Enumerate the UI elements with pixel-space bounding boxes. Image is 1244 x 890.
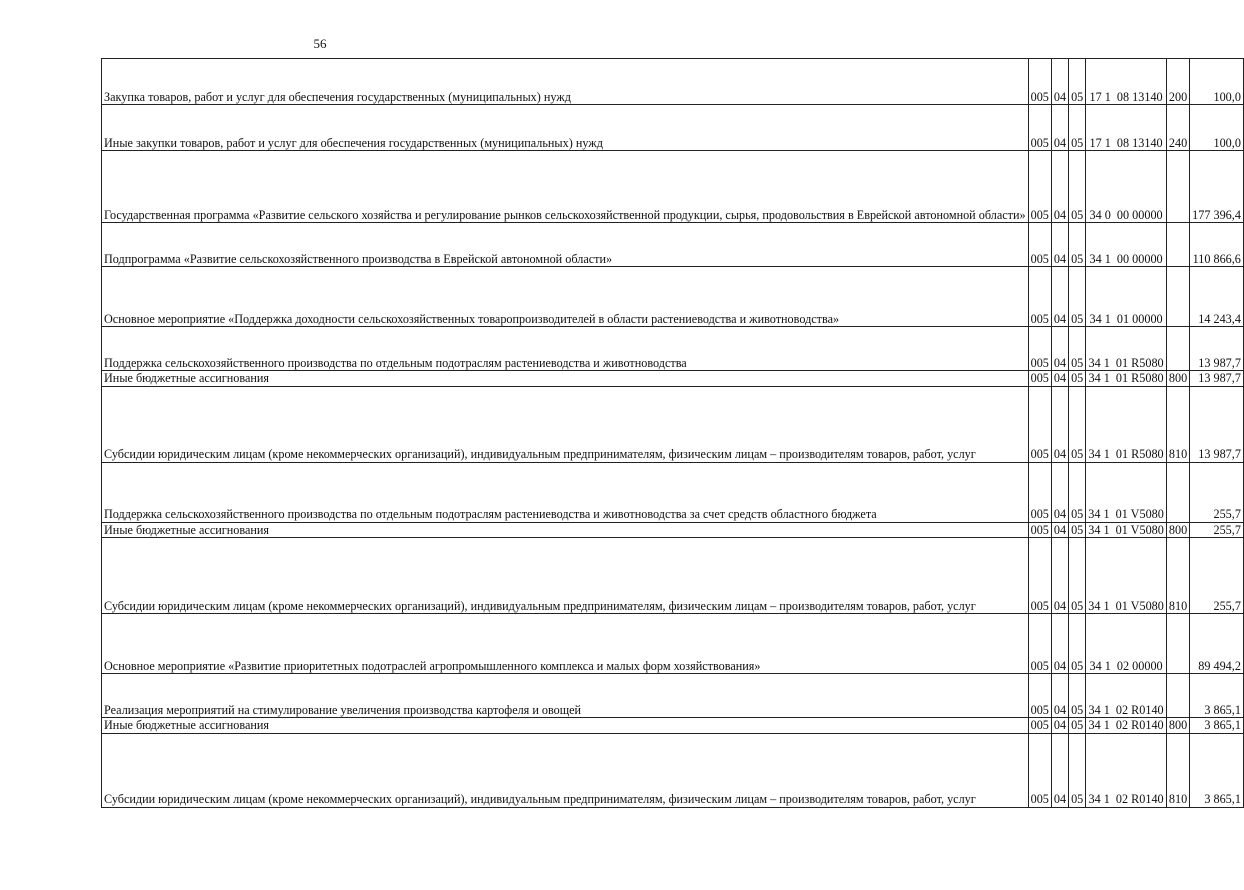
row-target-article-cell: 34 1 01 00000 bbox=[1086, 267, 1167, 327]
row-subsection-cell: 05 bbox=[1069, 371, 1086, 387]
row-grbs-cell: 005 bbox=[1028, 462, 1051, 522]
row-target-article-cell: 34 1 02 R0140 bbox=[1086, 718, 1167, 734]
row-expense-type-cell bbox=[1166, 614, 1189, 674]
row-target-article-cell: 17 1 08 13140 bbox=[1086, 59, 1167, 105]
row-subsection-cell: 05 bbox=[1069, 614, 1086, 674]
row-grbs-cell: 005 bbox=[1028, 105, 1051, 151]
row-sum-cell: 13 987,7 bbox=[1190, 386, 1244, 462]
row-name-cell: Основное мероприятие «Развитие приоритетных подотраслей агропромышленного комплекса и малых форм хозяйствования» bbox=[102, 614, 1029, 674]
row-target-article-cell: 34 1 02 R0140 bbox=[1086, 733, 1167, 807]
row-name-cell: Субсидии юридическим лицам (кроме некоммерческих организаций), индивидуальным предпринимателям, физическим лицам – производителям товаров, работ, услуг bbox=[102, 386, 1029, 462]
row-name-cell: Иные бюджетные ассигнования bbox=[102, 371, 1029, 387]
row-name-cell: Реализация мероприятий на стимулирование увеличения производства картофеля и овощей bbox=[102, 674, 1029, 718]
row-expense-type-cell: 810 bbox=[1166, 733, 1189, 807]
row-sum-cell: 3 865,1 bbox=[1190, 733, 1244, 807]
row-section-cell: 04 bbox=[1051, 733, 1068, 807]
page-number: 56 bbox=[313, 36, 327, 51]
row-subsection-cell: 05 bbox=[1069, 538, 1086, 614]
row-grbs-cell: 005 bbox=[1028, 223, 1051, 267]
row-target-article-cell: 34 1 00 00000 bbox=[1086, 223, 1167, 267]
row-expense-type-cell: 810 bbox=[1166, 386, 1189, 462]
row-grbs-cell: 005 bbox=[1028, 386, 1051, 462]
row-section-cell: 04 bbox=[1051, 223, 1068, 267]
row-target-article-cell: 34 1 01 V5080 bbox=[1086, 538, 1167, 614]
table-row bbox=[102, 733, 1244, 807]
row-section-cell: 04 bbox=[1051, 614, 1068, 674]
row-target-article-cell: 34 1 01 R5080 bbox=[1086, 386, 1167, 462]
table-row bbox=[102, 59, 1244, 105]
row-sum-cell: 100,0 bbox=[1190, 59, 1244, 105]
table-row bbox=[102, 151, 1244, 223]
row-subsection-cell: 05 bbox=[1069, 733, 1086, 807]
row-grbs-cell: 005 bbox=[1028, 538, 1051, 614]
table-row bbox=[102, 223, 1244, 267]
table-row bbox=[102, 674, 1244, 718]
row-subsection-cell: 05 bbox=[1069, 223, 1086, 267]
row-name-cell: Поддержка сельскохозяйственного производства по отдельным подотраслям растениеводства и животноводства за счет средств областного бюджета bbox=[102, 462, 1029, 522]
table-body bbox=[102, 59, 1244, 808]
table-row bbox=[102, 371, 1244, 387]
row-expense-type-cell: 240 bbox=[1166, 105, 1189, 151]
row-grbs-cell: 005 bbox=[1028, 733, 1051, 807]
table-row bbox=[102, 105, 1244, 151]
row-expense-type-cell: 800 bbox=[1166, 522, 1189, 538]
row-sum-cell: 177 396,4 bbox=[1190, 151, 1244, 223]
row-grbs-cell: 005 bbox=[1028, 59, 1051, 105]
row-subsection-cell: 05 bbox=[1069, 386, 1086, 462]
row-section-cell: 04 bbox=[1051, 371, 1068, 387]
row-sum-cell: 14 243,4 bbox=[1190, 267, 1244, 327]
row-section-cell: 04 bbox=[1051, 522, 1068, 538]
row-grbs-cell: 005 bbox=[1028, 327, 1051, 371]
row-section-cell: 04 bbox=[1051, 327, 1068, 371]
row-expense-type-cell: 810 bbox=[1166, 538, 1189, 614]
row-subsection-cell: 05 bbox=[1069, 522, 1086, 538]
row-section-cell: 04 bbox=[1051, 151, 1068, 223]
row-sum-cell: 110 866,6 bbox=[1190, 223, 1244, 267]
row-name-cell: Основное мероприятие «Поддержка доходности сельскохозяйственных товаропроизводителей в области растениеводства и животноводства» bbox=[102, 267, 1029, 327]
row-grbs-cell: 005 bbox=[1028, 267, 1051, 327]
row-sum-cell: 255,7 bbox=[1190, 522, 1244, 538]
row-subsection-cell: 05 bbox=[1069, 267, 1086, 327]
row-section-cell: 04 bbox=[1051, 105, 1068, 151]
row-target-article-cell: 34 1 02 00000 bbox=[1086, 614, 1167, 674]
row-section-cell: 04 bbox=[1051, 386, 1068, 462]
row-expense-type-cell: 200 bbox=[1166, 59, 1189, 105]
row-grbs-cell: 005 bbox=[1028, 522, 1051, 538]
row-grbs-cell: 005 bbox=[1028, 718, 1051, 734]
row-expense-type-cell bbox=[1166, 674, 1189, 718]
row-name-cell: Подпрограмма «Развитие сельскохозяйственного производства в Еврейской автономной области» bbox=[102, 223, 1029, 267]
row-expense-type-cell bbox=[1166, 151, 1189, 223]
row-subsection-cell: 05 bbox=[1069, 105, 1086, 151]
row-expense-type-cell bbox=[1166, 327, 1189, 371]
row-subsection-cell: 05 bbox=[1069, 327, 1086, 371]
row-section-cell: 04 bbox=[1051, 462, 1068, 522]
row-name-cell: Поддержка сельскохозяйственного производства по отдельным подотраслям растениеводства и животноводства bbox=[102, 327, 1029, 371]
table-row bbox=[102, 718, 1244, 734]
row-expense-type-cell: 800 bbox=[1166, 371, 1189, 387]
row-target-article-cell: 17 1 08 13140 bbox=[1086, 105, 1167, 151]
row-section-cell: 04 bbox=[1051, 538, 1068, 614]
row-target-article-cell: 34 1 01 V5080 bbox=[1086, 522, 1167, 538]
row-expense-type-cell bbox=[1166, 223, 1189, 267]
row-subsection-cell: 05 bbox=[1069, 59, 1086, 105]
row-grbs-cell: 005 bbox=[1028, 614, 1051, 674]
row-name-cell: Иные бюджетные ассигнования bbox=[102, 522, 1029, 538]
row-sum-cell: 100,0 bbox=[1190, 105, 1244, 151]
row-expense-type-cell bbox=[1166, 267, 1189, 327]
row-name-cell: Иные закупки товаров, работ и услуг для обеспечения государственных (муниципальных) нужд bbox=[102, 105, 1029, 151]
row-section-cell: 04 bbox=[1051, 718, 1068, 734]
row-sum-cell: 3 865,1 bbox=[1190, 674, 1244, 718]
row-section-cell: 04 bbox=[1051, 267, 1068, 327]
row-sum-cell: 3 865,1 bbox=[1190, 718, 1244, 734]
table-row bbox=[102, 386, 1244, 462]
row-expense-type-cell: 800 bbox=[1166, 718, 1189, 734]
row-section-cell: 04 bbox=[1051, 59, 1068, 105]
row-name-cell: Закупка товаров, работ и услуг для обеспечения государственных (муниципальных) нужд bbox=[102, 59, 1029, 105]
table-row bbox=[102, 327, 1244, 371]
row-target-article-cell: 34 1 01 R5080 bbox=[1086, 371, 1167, 387]
row-sum-cell: 255,7 bbox=[1190, 462, 1244, 522]
row-target-article-cell: 34 1 01 R5080 bbox=[1086, 327, 1167, 371]
table-row bbox=[102, 538, 1244, 614]
row-name-cell: Иные бюджетные ассигнования bbox=[102, 718, 1029, 734]
row-grbs-cell: 005 bbox=[1028, 674, 1051, 718]
row-subsection-cell: 05 bbox=[1069, 151, 1086, 223]
row-sum-cell: 13 987,7 bbox=[1190, 371, 1244, 387]
table-row bbox=[102, 614, 1244, 674]
row-sum-cell: 13 987,7 bbox=[1190, 327, 1244, 371]
row-name-cell: Государственная программа «Развитие сельского хозяйства и регулирование рынков сельскохозяйственной продукции, сырья, продовольствия в Еврейской автономной области» bbox=[102, 151, 1029, 223]
row-name-cell: Субсидии юридическим лицам (кроме некоммерческих организаций), индивидуальным предпринимателям, физическим лицам – производителям товаров, работ, услуг bbox=[102, 538, 1029, 614]
row-subsection-cell: 05 bbox=[1069, 674, 1086, 718]
row-name-cell: Субсидии юридическим лицам (кроме некоммерческих организаций), индивидуальным предпринимателям, физическим лицам – производителям товаров, работ, услуг bbox=[102, 733, 1029, 807]
row-sum-cell: 89 494,2 bbox=[1190, 614, 1244, 674]
row-grbs-cell: 005 bbox=[1028, 371, 1051, 387]
row-subsection-cell: 05 bbox=[1069, 462, 1086, 522]
row-subsection-cell: 05 bbox=[1069, 718, 1086, 734]
budget-table bbox=[101, 58, 1244, 808]
row-sum-cell: 255,7 bbox=[1190, 538, 1244, 614]
table-row bbox=[102, 267, 1244, 327]
table-row bbox=[102, 462, 1244, 522]
table-row bbox=[102, 522, 1244, 538]
row-section-cell: 04 bbox=[1051, 674, 1068, 718]
row-target-article-cell: 34 0 00 00000 bbox=[1086, 151, 1167, 223]
row-target-article-cell: 34 1 01 V5080 bbox=[1086, 462, 1167, 522]
row-expense-type-cell bbox=[1166, 462, 1189, 522]
row-grbs-cell: 005 bbox=[1028, 151, 1051, 223]
row-target-article-cell: 34 1 02 R0140 bbox=[1086, 674, 1167, 718]
